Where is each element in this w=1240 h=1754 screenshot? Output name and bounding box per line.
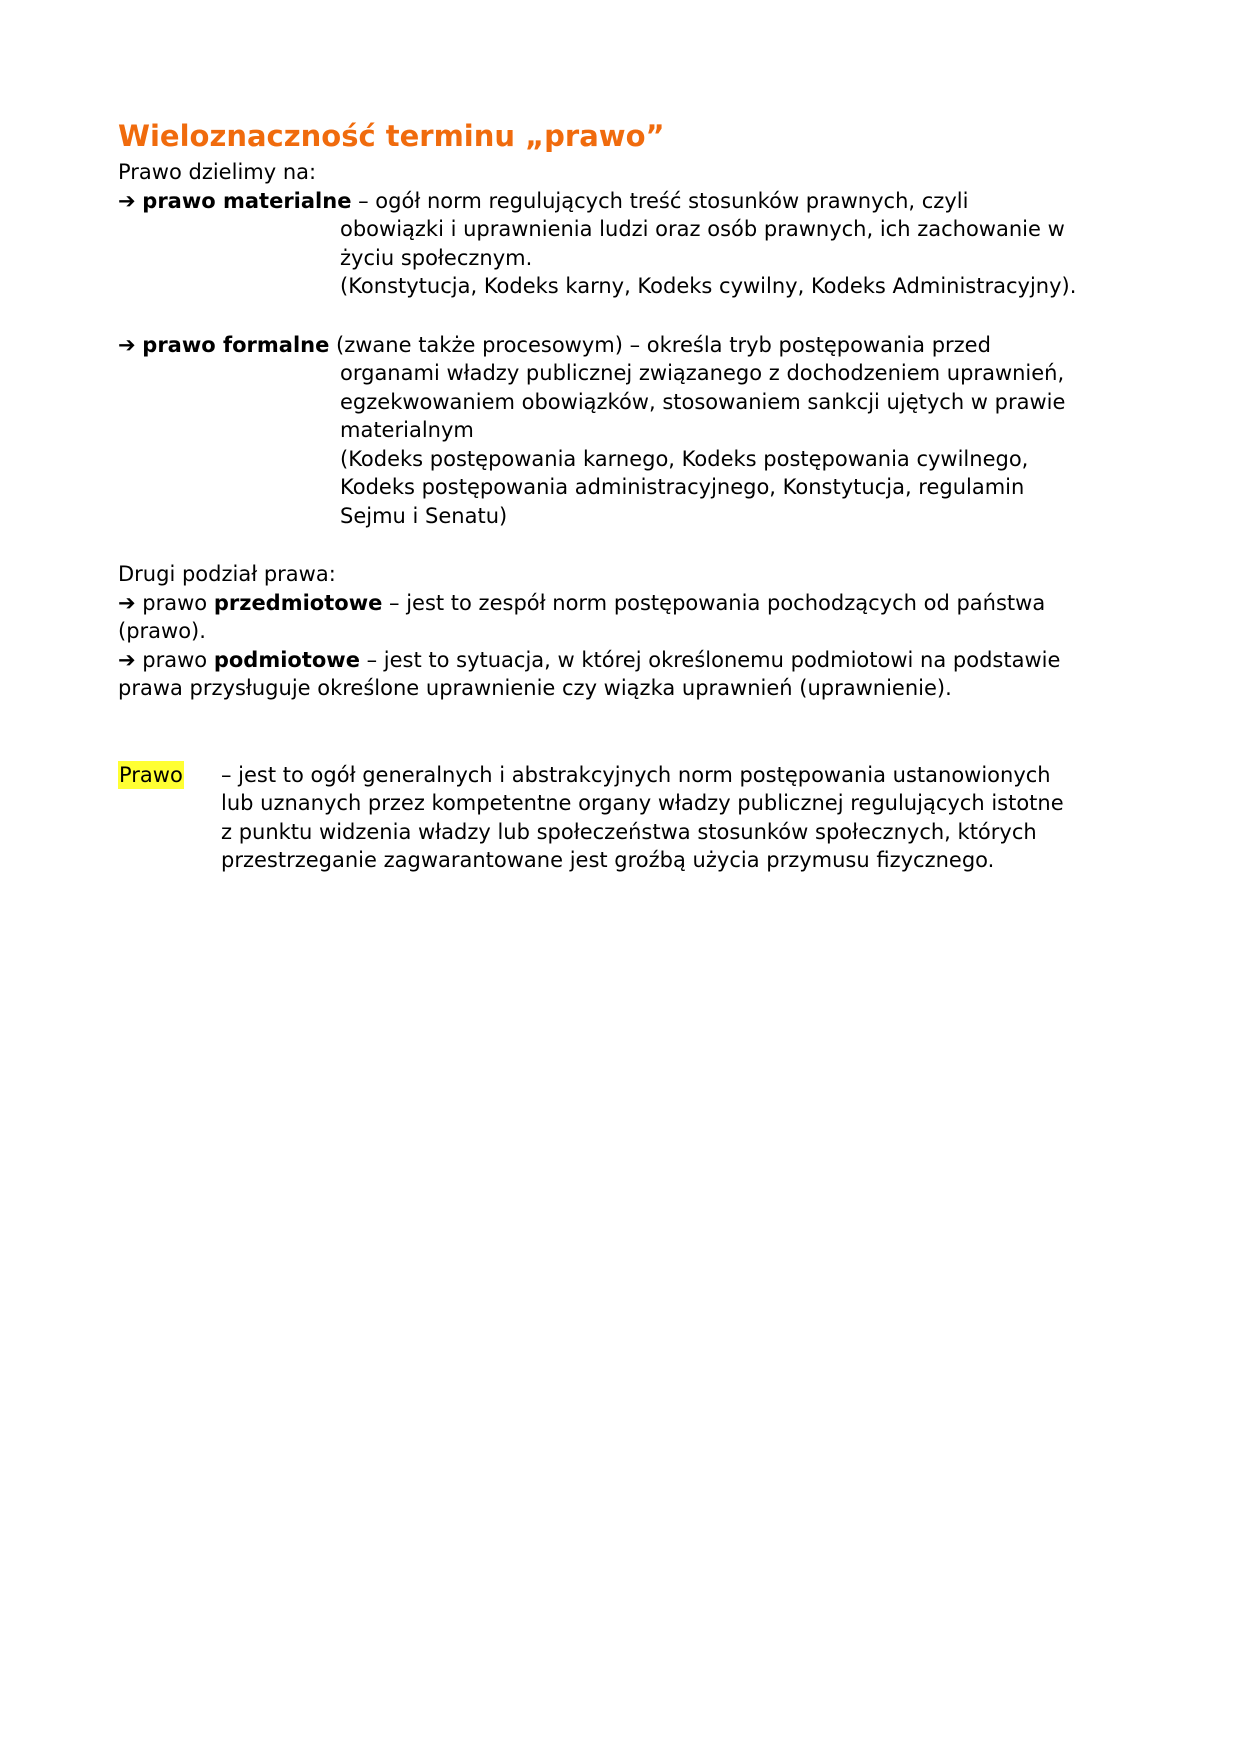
subjective-law-line: [118, 646, 1118, 675]
material-law-term: prawo materialne: [142, 188, 352, 213]
formal-law-examples: Sejmu i Senatu): [340, 503, 508, 528]
objective-law-text: – jest to zespół norm postępowania pochodzących od państwa: [382, 590, 1046, 615]
arrow-right-icon: ➔: [118, 647, 136, 672]
law-definition-line: – jest to ogół generalnych i abstrakcyjnych norm postępowania ustanowionych: [221, 762, 1051, 787]
law-definition-line: lub uznanych przez kompetentne organy władzy publicznej regulujących istotne: [221, 791, 1064, 815]
formal-law-line: organami władzy publicznej związanego z dochodzeniem uprawnień,: [340, 361, 1065, 385]
arrow-right-icon: ➔: [118, 188, 136, 213]
material-law-intro-text: – ogół norm regulujących treść stosunków prawnych, czyli: [351, 188, 969, 213]
formal-law-line: materialnym: [340, 418, 474, 442]
document-title: Wieloznaczność terminu „prawo”: [118, 119, 665, 153]
second-division-block: [118, 560, 1118, 703]
material-law-block: [118, 187, 1118, 301]
objective-law-line: [118, 589, 1118, 618]
formal-law-block: [118, 331, 1118, 531]
formal-law-first-line: [118, 331, 1118, 360]
material-law-examples: (Konstytucja, Kodeks karny, Kodeks cywilny, Kodeks Administracyjny).: [340, 274, 1077, 298]
material-law-line: życiu społecznym.: [340, 245, 533, 270]
formal-law-line: egzekwowaniem obowiązków, stosowaniem sankcji ujętych w prawie: [340, 389, 1066, 414]
subjective-law-continuation: prawa przysługuje określone uprawnienie czy wiązka uprawnień (uprawnienie).: [118, 676, 952, 700]
intro-text: Prawo dzielimy na:: [118, 160, 317, 184]
material-law-first-line: [118, 187, 1118, 216]
subjective-law-text: – jest to sytuacja, w której określonemu podmiotowi na podstawie: [359, 647, 1061, 672]
formal-law-intro-text: (zwane także procesowym) – określa tryb postępowania przed: [329, 332, 991, 357]
law-definition-line: z punktu widzenia władzy lub społeczeństwa stosunków społecznych, których: [221, 819, 1037, 844]
objective-law-prefix: prawo: [135, 590, 214, 615]
material-law-line: obowiązki i uprawnienia ludzi oraz osób prawnych, ich zachowanie w: [340, 217, 1065, 241]
law-definition-term-highlight: Prawo: [118, 761, 184, 790]
formal-law-examples: (Kodeks postępowania karnego, Kodeks postępowania cywilnego,: [340, 446, 1029, 471]
document-page: [118, 118, 1118, 875]
formal-law-examples: Kodeks postępowania administracyjnego, Konstytucja, regulamin: [340, 475, 1025, 499]
law-definition-line: przestrzeganie zagwarantowane jest groźbą użycia przymusu fizycznego.: [221, 848, 995, 872]
arrow-right-icon: ➔: [118, 332, 136, 357]
objective-law-term: przedmiotowe: [213, 590, 383, 615]
arrow-right-icon: ➔: [118, 590, 136, 615]
second-division-heading: Drugi podział prawa:: [118, 562, 336, 586]
subjective-law-prefix: prawo: [135, 647, 214, 672]
formal-law-term: prawo formalne: [142, 332, 330, 357]
subjective-law-term: podmiotowe: [213, 647, 360, 672]
law-definition-block: [118, 761, 1118, 875]
objective-law-continuation: (prawo).: [118, 619, 206, 643]
